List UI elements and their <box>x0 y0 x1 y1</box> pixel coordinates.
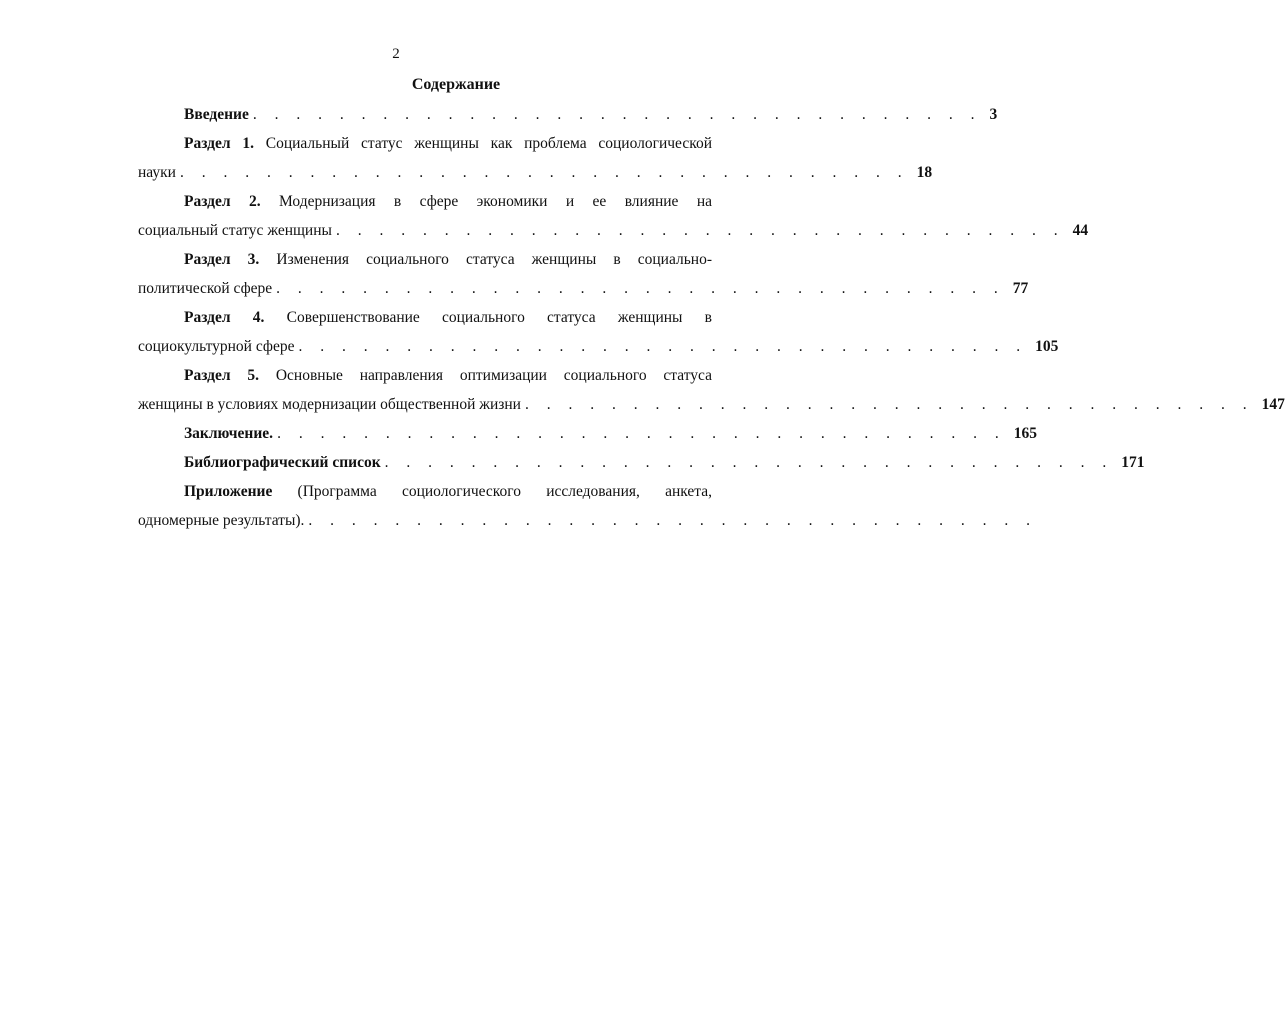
toc-label: социальный статус женщины <box>138 222 332 239</box>
toc-entry-bibliography[interactable] <box>138 448 1145 477</box>
dot-leader: . . . . . . . . . . . . . . . . . . . . . . . . . . . . . . . . . . <box>276 280 1005 297</box>
toc-page: 147 <box>1261 396 1285 413</box>
toc-prefix: Раздел 3. <box>184 251 260 268</box>
toc-label: женщины в условиях модернизации общественной жизни <box>138 396 521 413</box>
dot-leader: . . . . . . . . . . . . . . . . . . . . . . . . . . . . . . . . . . <box>298 338 1028 355</box>
toc-prefix: Раздел 2. <box>184 193 261 210</box>
toc-entry-section-2-cont[interactable] <box>138 216 1089 245</box>
page-title: Содержание <box>411 76 501 93</box>
toc-entry-appendix-cont[interactable] <box>138 506 1038 535</box>
toc-entry-section-2[interactable] <box>138 187 712 216</box>
toc-label: Социальный статус женщины как проблема социологической <box>265 135 712 152</box>
toc-entry-section-1-cont[interactable] <box>138 158 933 187</box>
toc-prefix: Приложение <box>184 483 273 500</box>
toc-entry-conclusion[interactable] <box>138 419 1037 448</box>
toc-label: Изменения социального статуса женщины в социально- <box>276 251 712 268</box>
toc-entry-section-5[interactable] <box>138 361 712 390</box>
dot-leader: . . . . . . . . . . . . . . . . . . . . . . . . . . . . . . . . . . <box>384 454 1114 471</box>
toc-prefix: Раздел 1. <box>184 135 254 152</box>
toc-page: 44 <box>1072 222 1089 239</box>
toc-label: (Программа социологического исследования, анкета, <box>297 483 713 500</box>
dot-leader: . . . . . . . . . . . . . . . . . . . . . . . . . . . . . . . . . . <box>277 425 1006 442</box>
dot-leader: . . . . . . . . . . . . . . . . . . . . . . . . . . . . . . . . . . <box>524 396 1254 413</box>
dot-leader: . . . . . . . . . . . . . . . . . . . . . . . . . . . . . . . . . . <box>335 222 1065 239</box>
toc-label: Введение <box>184 106 249 123</box>
page-number: 2 <box>392 46 400 62</box>
toc-label: науки <box>138 164 176 181</box>
toc-entry-section-4-cont[interactable] <box>138 332 1059 361</box>
toc-prefix: Раздел 4. <box>184 309 265 326</box>
toc-label: социокультурной сфере <box>138 338 295 355</box>
toc-entry-appendix[interactable] <box>138 477 712 506</box>
toc-prefix: Раздел 5. <box>184 367 260 384</box>
toc-label: Библиографический список <box>184 454 381 471</box>
toc-label: политической сфере <box>138 280 273 297</box>
toc-label: Совершенствование социального статуса женщины в <box>286 309 712 326</box>
toc-entry-section-3[interactable] <box>138 245 712 274</box>
toc-page: 105 <box>1035 338 1059 355</box>
dot-leader: . . . . . . . . . . . . . . . . . . . . . . . . . . . . . . . . . . <box>252 106 982 123</box>
toc-entry-section-5-cont[interactable] <box>138 390 1285 419</box>
toc-label: одномерные результаты). <box>138 512 305 529</box>
toc-entry-section-1[interactable] <box>138 129 712 158</box>
dot-leader: . . . . . . . . . . . . . . . . . . . . . . . . . . . . . . . . . . <box>308 512 1038 529</box>
toc-page: 3 <box>989 106 998 123</box>
toc-label: Модернизация в сфере экономики и ее влияние на <box>279 193 712 210</box>
toc-entry-section-3-cont[interactable] <box>138 274 1029 303</box>
toc-label: Заключение. <box>184 425 274 442</box>
toc-page: 171 <box>1121 454 1145 471</box>
toc-page: 18 <box>916 164 933 181</box>
toc-page: 77 <box>1012 280 1029 297</box>
toc-label: Основные направления оптимизации социального статуса <box>275 367 712 384</box>
toc-entry-intro[interactable] <box>138 100 998 129</box>
dot-leader: . . . . . . . . . . . . . . . . . . . . . . . . . . . . . . . . . . <box>179 164 909 181</box>
table-of-contents <box>138 100 1285 535</box>
toc-entry-section-4[interactable] <box>138 303 712 332</box>
toc-page: 165 <box>1013 425 1037 442</box>
